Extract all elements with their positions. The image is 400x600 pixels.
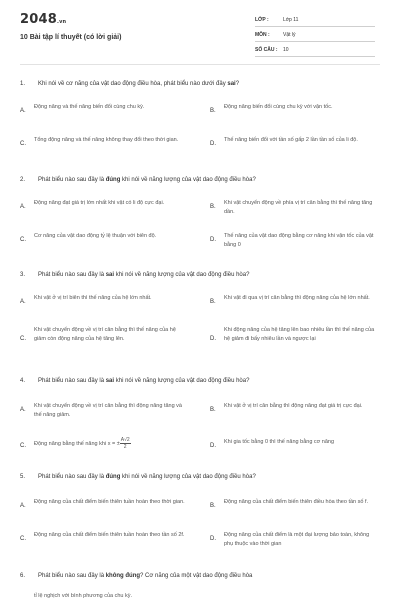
question-heading (20, 177, 380, 189)
question-text: Phát biểu nào sau đây là đúng khi nói về năng lượng của vật dao động điều hòa? (38, 474, 256, 480)
option-text: Khi vật ở vị trí biên thì thế năng của hệ lớn nhất. (34, 295, 152, 301)
option-letter: D. (210, 443, 216, 449)
option-letter: C. (20, 237, 26, 243)
document-title: 10 Bài tập lí thuyết (có lời giải) (20, 34, 122, 41)
option-text: Khi vật đi qua vị trí cân bằng thì động năng của hệ lớn nhất. (224, 295, 370, 301)
question-number: 6. (20, 573, 26, 579)
option-text: Khi động năng của hệ tăng lên bao nhiêu lần thì thế năng của hệ giảm đi bấy nhiêu lần và ngược lại (224, 327, 375, 342)
question-number: 4. (20, 378, 26, 384)
question-text: Phát biểu nào sau đây là đúng khi nói về năng lượng của vật dao động điều hòa? (38, 177, 256, 183)
meta-value: Vật lý (283, 32, 296, 38)
question-text: Phát biểu nào sau đây là sai khi nói về năng lượng của vật dao động điều hòa? (38, 378, 250, 384)
option-letter: C. (20, 536, 26, 542)
meta-value: 10 (283, 47, 289, 53)
header-divider (20, 64, 380, 65)
option-text: Động năng bằng thế năng khi x = ± $\frac{A√2}{2}$ (34, 437, 130, 450)
logo-suffix: .vn (56, 19, 67, 25)
question-1 (20, 81, 380, 147)
question-number: 1. (20, 81, 26, 87)
meta-row-count (255, 46, 375, 57)
option-text: Thế năng của vật dao động bằng cơ năng khi vận tốc của vật bằng 0 (224, 233, 374, 248)
question-text: Khi nói về cơ năng của vật dao động điều hòa, phát biểu nào dưới đây sai? (38, 81, 240, 87)
question-text: Phát biểu nào sau đây là sai khi nói về năng lượng của vật dao động điều hòa? (38, 272, 250, 278)
option-text: Tổng động năng và thế năng không thay đổi theo thời gian. (34, 137, 179, 143)
question-text: Phát biểu nào sau đây là không đúng? Cơ năng của một vật dao động điều hòa (38, 573, 253, 579)
meta-row-subject (255, 31, 375, 42)
option-text: Động năng của chất điểm biến thiên tuần hoàn theo thời gian. (34, 499, 185, 505)
option-text: Khi vật chuyển động về vị trí cân bằng thì động năng tăng và thế năng giảm. (34, 403, 182, 418)
option-text: Khi gia tốc bằng 0 thì thế năng bằng cơ năng (224, 439, 335, 445)
meta-row-class (255, 16, 375, 27)
option-letter: C. (20, 336, 26, 342)
meta-label: LỚP : (255, 17, 269, 23)
option-letter: A. (20, 503, 26, 509)
question-5 (20, 474, 380, 547)
option-text: Động năng của chất điểm biến thiên điều hòa theo tần số f. (224, 499, 369, 505)
meta-label: SỐ CÂU : (255, 47, 278, 53)
question-heading (20, 573, 380, 585)
math-fraction: $\frac{A√2}{2}$ (120, 437, 130, 450)
option-text: Động năng của chất điểm là một đại lượng bảo toàn, không phụ thuộc vào thời gian (224, 532, 370, 547)
option-letter: B. (210, 299, 216, 305)
option-letter: A. (20, 407, 26, 413)
question-heading (20, 474, 380, 486)
option-letter: B. (210, 503, 216, 509)
option-letter: A. (20, 204, 26, 210)
option-letter: C. (20, 141, 26, 147)
option-letter: B. (210, 204, 216, 210)
meta-value: Lớp 11 (283, 17, 299, 23)
option-text: Khi vật chuyển động về vị trí cân bằng thì thế năng của hệ giảm còn động năng của hệ tăng lên. (34, 327, 176, 342)
question-number: 5. (20, 474, 26, 480)
question-number: 2. (20, 177, 26, 183)
question-3 (20, 272, 380, 342)
question-4 (20, 378, 380, 450)
option-letter: B. (210, 108, 216, 114)
option-text: Khi vật ở vị trí cân bằng thì động năng đạt giá trị cực đại. (224, 403, 363, 409)
option-text: Động năng của chất điểm biến thiên tuần hoàn theo tần số 2f. (34, 532, 185, 538)
option-text: Động năng và thế năng biến đổi cùng chu kỳ. (34, 104, 145, 110)
logo-text: 2048 (20, 12, 57, 27)
option-text: Động năng đạt giá trị lớn nhất khi vật có li độ cực đại. (34, 200, 165, 206)
option-text: Động năng biến đổi cùng chu kỳ với vận tốc. (224, 104, 333, 110)
document-meta (255, 16, 375, 61)
option-letter: C. (20, 443, 26, 449)
site-logo[interactable] (20, 12, 66, 27)
option-text: Cơ năng của vật dao động tỷ lệ thuận với biên độ. (34, 233, 157, 239)
question-heading (20, 378, 380, 390)
meta-label: MÔN : (255, 32, 270, 38)
question-heading (20, 81, 380, 93)
option-letter: B. (210, 407, 216, 413)
question-6 (20, 573, 380, 599)
option-letter: D. (210, 336, 216, 342)
option-text: tỉ lệ nghịch với bình phương của chu kỳ. (34, 593, 133, 599)
option-letter: D. (210, 237, 216, 243)
page-header (0, 0, 400, 66)
option-letter: D. (210, 536, 216, 542)
option-text: Thế năng biến đổi với tần số gấp 2 lần tần số của li độ. (224, 137, 358, 143)
option-letter: A. (20, 299, 26, 305)
option-letter: A. (20, 108, 26, 114)
question-number: 3. (20, 272, 26, 278)
option-letter: D. (210, 141, 216, 147)
option-text: Khi vật chuyển động về phía vị trí cân bằng thì thế năng tăng dần. (224, 200, 373, 215)
question-2 (20, 177, 380, 248)
question-heading (20, 272, 380, 284)
